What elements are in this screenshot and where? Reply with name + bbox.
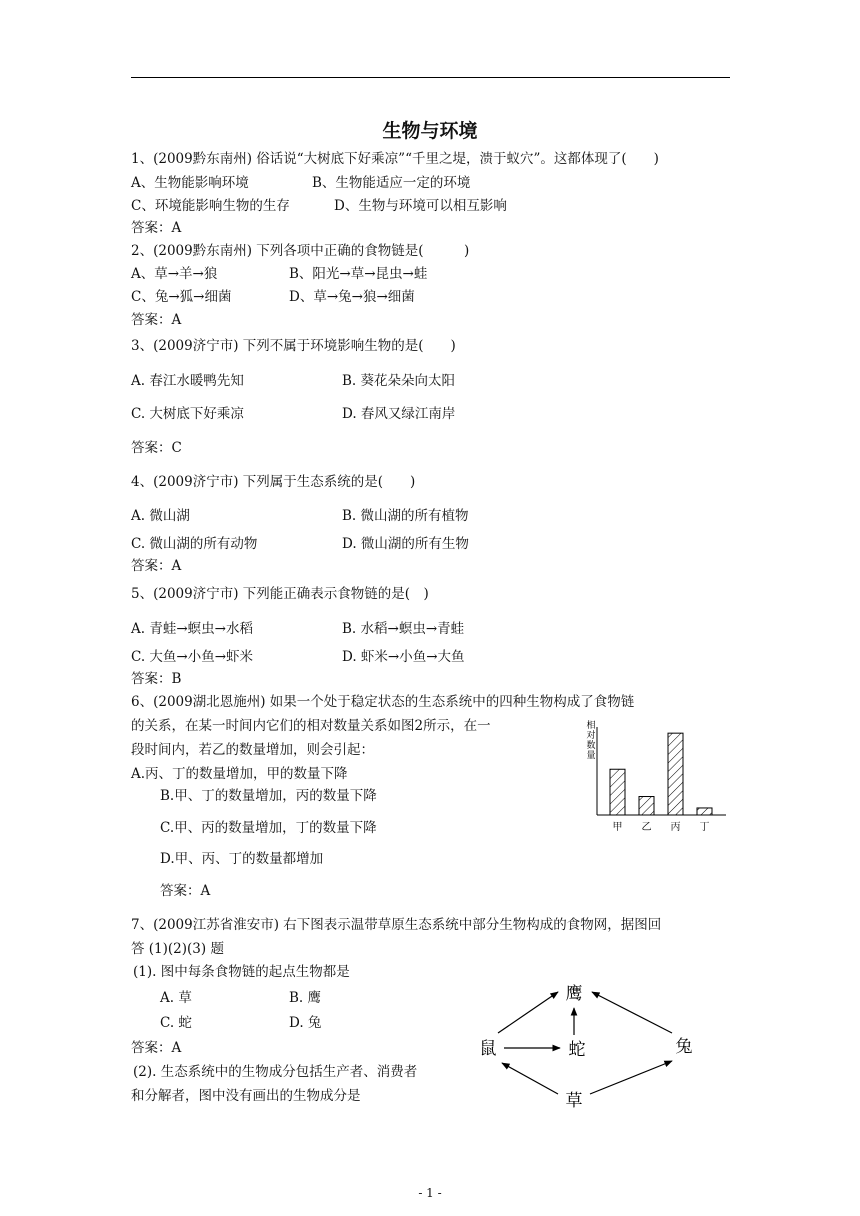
arrow-rat-to-eagle: [498, 992, 558, 1033]
y-axis-label-char: 对: [586, 731, 596, 741]
y-axis-label-char: 相: [586, 721, 596, 731]
q2-option-b: B、阳光→草→昆虫→蛙: [289, 266, 428, 282]
x-tick-label: 丁: [699, 822, 710, 833]
q4-option-b: B. 微山湖的所有植物: [342, 508, 469, 524]
food-web-diagram: [470, 975, 710, 1115]
q2-option-c: C、兔→狐→细菌: [131, 289, 232, 305]
q4-answer: 答案：A: [131, 558, 182, 574]
node-grass: 草: [565, 1091, 583, 1111]
bar-2: [639, 797, 654, 815]
q2-answer: 答案：A: [131, 312, 182, 328]
q1-stem: 1、(2009黔东南州) 俗话说“大树底下好乘凉”“千里之堤，溃于蚁穴”。这都体现了( ): [131, 151, 659, 167]
q6-option-b: B.甲、丁的数量增加，丙的数量下降: [160, 788, 377, 804]
q7-answer: 答案：A: [131, 1040, 182, 1056]
q4-option-d: D. 微山湖的所有生物: [342, 536, 469, 552]
q7-option-b: B. 鹰: [289, 990, 322, 1006]
bar-3: [668, 733, 683, 815]
q4-option-a: A. 微山湖: [131, 508, 190, 524]
q2-option-a: A、草→羊→狼: [131, 266, 218, 282]
arrow-grass-to-rabbit: [590, 1061, 672, 1094]
q5-option-b: B. 水稻→螟虫→青蛙: [342, 621, 465, 637]
q5-option-a: A. 青蛙→螟虫→水稻: [131, 621, 253, 637]
q7-sub1: (1). 图中每条食物链的起点生物都是: [133, 964, 350, 980]
x-tick-label: 乙: [641, 822, 652, 833]
q7-stem-line1: 7、(2009江苏省淮安市) 右下图表示温带草原生态系统中部分生物构成的食物网，据图回: [131, 917, 662, 933]
q6-stem-line3: 段时间内，若乙的数量增加，则会引起：: [131, 742, 374, 758]
q6-option-c: C.甲、丙的数量增加，丁的数量下降: [160, 820, 377, 836]
node-rabbit: 兔: [675, 1037, 693, 1057]
arrow-grass-to-rat: [502, 1063, 558, 1094]
q6-option-a: A.丙、丁的数量增加，甲的数量下降: [131, 766, 348, 782]
q5-answer: 答案：B: [131, 671, 182, 687]
q4-option-c: C. 微山湖的所有动物: [131, 536, 258, 552]
page-title: 生物与环境: [382, 120, 478, 142]
q6-stem-line2: 的关系，在某一时间内它们的相对数量关系如图2所示，在一: [131, 718, 491, 734]
bar-1: [610, 769, 625, 815]
q7-sub2-line2: 和分解者，图中没有画出的生物成分是: [131, 1088, 361, 1104]
q3-option-a: A. 春江水暖鸭先知: [131, 373, 244, 389]
relative-quantity-bar-chart: [580, 715, 740, 840]
x-tick-label: 丙: [670, 822, 681, 833]
q6-answer: 答案：A: [160, 883, 211, 899]
q2-option-d: D、草→兔→狼→细菌: [289, 289, 415, 305]
q3-option-b: B. 葵花朵朵向太阳: [342, 373, 456, 389]
q1-option-a: A、生物能影响环境: [131, 175, 249, 191]
q1-option-d: D、生物与环境可以相互影响: [334, 198, 507, 214]
node-rat: 鼠: [479, 1039, 497, 1059]
q3-option-c: C. 大树底下好乘凉: [131, 406, 244, 422]
q5-option-c: C. 大鱼→小鱼→虾米: [131, 649, 254, 665]
node-eagle: 鹰: [565, 984, 583, 1004]
q7-option-a: A. 草: [160, 990, 192, 1006]
q3-answer: 答案：C: [131, 440, 182, 456]
q1-answer: 答案：A: [131, 220, 182, 236]
q2-stem: 2、(2009黔东南州) 下列各项中正确的食物链是( ): [131, 243, 470, 259]
q6-stem-line1: 6、(2009湖北恩施州) 如果一个处于稳定状态的生态系统中的四种生物构成了食物链: [131, 694, 635, 710]
q5-stem: 5、(2009济宁市) 下列能正确表示食物链的是( ): [131, 586, 429, 602]
q7-option-c: C. 蛇: [160, 1015, 192, 1031]
node-snake: 蛇: [568, 1040, 586, 1060]
q6-option-d: D.甲、丙、丁的数量都增加: [160, 851, 324, 867]
chart-y-axis-label: [586, 719, 595, 761]
x-tick-label: 甲: [612, 822, 623, 833]
y-axis-label-char: 数: [586, 741, 596, 751]
arrow-rabbit-to-eagle: [592, 992, 672, 1033]
page-number: - 1 -: [418, 1186, 442, 1200]
q1-option-b: B、生物能适应一定的环境: [312, 175, 471, 191]
q1-option-c: C、环境能影响生物的生存: [131, 198, 290, 214]
q5-option-d: D. 虾米→小鱼→大鱼: [342, 649, 465, 665]
q4-stem: 4、(2009济宁市) 下列属于生态系统的是( ): [131, 474, 416, 490]
q7-sub2-line1: (2). 生态系统中的生物成分包括生产者、消费者: [133, 1064, 418, 1080]
q7-option-d: D. 兔: [289, 1015, 322, 1031]
bar-4: [697, 808, 712, 815]
q7-stem-line2: 答 (1)(2)(3) 题: [131, 941, 224, 957]
q3-stem: 3、(2009济宁市) 下列不属于环境影响生物的是( ): [131, 338, 456, 354]
header-rule: [131, 77, 730, 78]
q3-option-d: D. 春风又绿江南岸: [342, 406, 456, 422]
y-axis-label-char: 量: [586, 751, 596, 761]
